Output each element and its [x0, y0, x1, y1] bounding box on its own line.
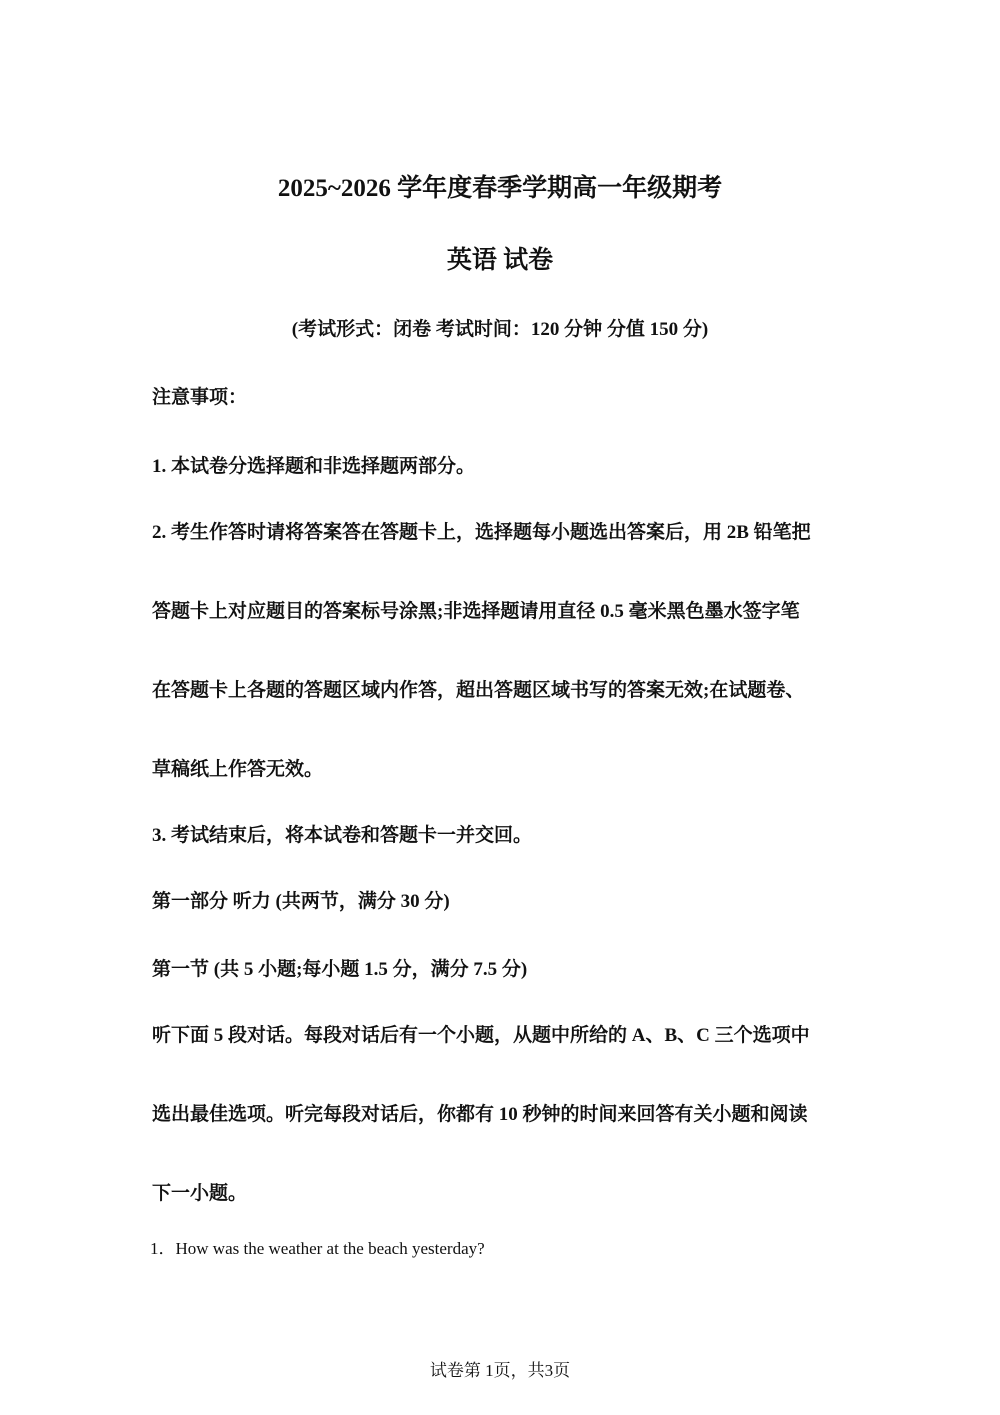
notice-line: 草稿纸上作答无效。: [152, 759, 324, 780]
exam-subject: 英语 试卷: [446, 247, 554, 274]
page-footer: 试卷第 1页，共3页: [429, 1361, 571, 1380]
notice-line: 答题卡上对应题目的答案标号涂黑;非选择题请用直径 0.5 毫米黑色墨水签字笔: [152, 601, 800, 622]
exam-title: 2025~2026 学年度春季学期高一年级期考: [277, 175, 723, 202]
exam-info: (考试形式：闭卷 考试时间：120 分钟 分值 150 分): [291, 319, 709, 340]
instructions-line: 下一小题。: [152, 1183, 248, 1204]
instructions-line: 选出最佳选项。听完每段对话后，你都有 10 秒钟的时间来回答有关小题和阅读: [152, 1104, 808, 1125]
instructions-line: 听下面 5 段对话。每段对话后有一个小题，从题中所给的 A、B、C 三个选项中: [152, 1025, 810, 1046]
question-1: 1．How was the weather at the beach yesterday?: [150, 1239, 485, 1258]
section1-heading: 第一节 (共 5 小题;每小题 1.5 分，满分 7.5 分): [152, 959, 528, 980]
notice-line: 1. 本试卷分选择题和非选择题两部分。: [152, 456, 476, 477]
notice-line: 2. 考生作答时请将答案答在答题卡上，选择题每小题选出答案后，用 2B 铅笔把: [152, 522, 811, 543]
notice-line: 3. 考试结束后，将本试卷和答题卡一并交回。: [152, 825, 533, 846]
notice-line: 在答题卡上各题的答题区域内作答，超出答题区域书写的答案无效;在试题卷、: [152, 680, 805, 701]
part1-heading: 第一部分 听力 (共两节，满分 30 分): [152, 891, 450, 912]
notice-heading: 注意事项：: [152, 387, 248, 408]
